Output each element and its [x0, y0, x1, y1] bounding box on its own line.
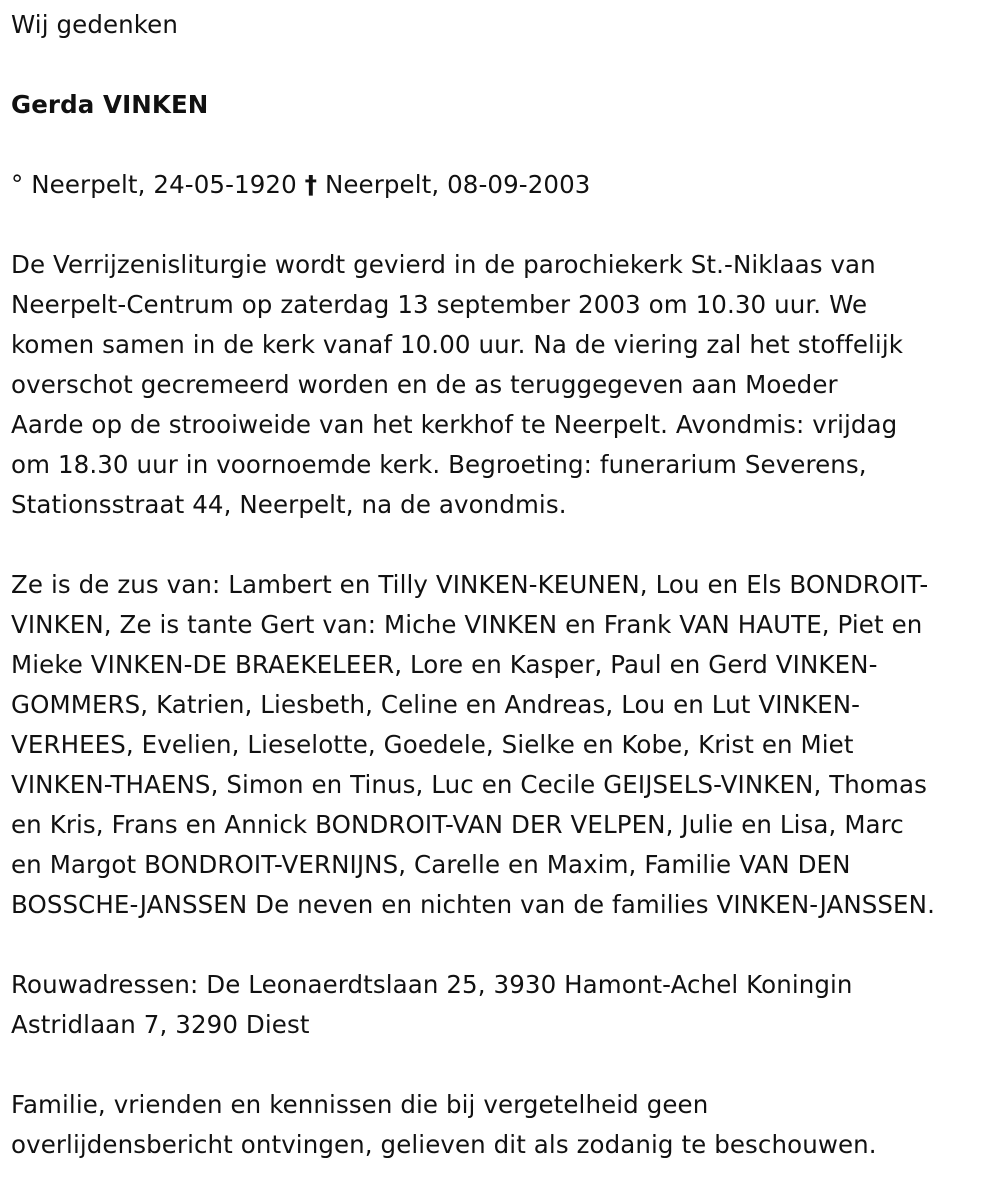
address-line: Rouwadressen: De Leonaerdtslaan 25, 3930 Hamont-Achel Koningin: [11, 970, 853, 999]
spacer: [11, 525, 991, 565]
family-line: VERHEES, Evelien, Lieselotte, Goedele, Sielke en Kobe, Krist en Miet: [11, 730, 854, 759]
family-paragraph: [11, 565, 991, 925]
birth-symbol: °: [11, 170, 24, 199]
closing-line: overlijdensbericht ontvingen, gelieven dit als zodanig te beschouwen.: [11, 1130, 877, 1159]
spacer: [11, 125, 991, 165]
service-line: Neerpelt-Centrum op zaterdag 13 september 2003 om 10.30 uur. We: [11, 290, 868, 319]
death-place-date: Neerpelt, 08-09-2003: [324, 170, 591, 199]
family-line: BOSSCHE-JANSSEN De neven en nichten van de families VINKEN-JANSSEN.: [11, 890, 935, 919]
service-line: De Verrijzenisliturgie wordt gevierd in de parochiekerk St.-Niklaas van: [11, 250, 876, 279]
spacer: [11, 205, 991, 245]
obituary-notice: [11, 5, 991, 1165]
spacer: [11, 45, 991, 85]
service-line: overschot gecremeerd worden en de as teruggegeven aan Moeder: [11, 370, 838, 399]
family-line: en Kris, Frans en Annick BONDROIT-VAN DER VELPEN, Julie en Lisa, Marc: [11, 810, 904, 839]
life-dates: [11, 165, 991, 205]
family-line: GOMMERS, Katrien, Liesbeth, Celine en Andreas, Lou en Lut VINKEN-: [11, 690, 861, 719]
family-line: VINKEN-THAENS, Simon en Tinus, Luc en Cecile GEIJSELS-VINKEN, Thomas: [11, 770, 927, 799]
family-line: VINKEN, Ze is tante Gert van: Miche VINKEN en Frank VAN HAUTE, Piet en: [11, 610, 923, 639]
address-line: Astridlaan 7, 3290 Diest: [11, 1010, 310, 1039]
family-line: en Margot BONDROIT-VERNIJNS, Carelle en Maxim, Familie VAN DEN: [11, 850, 851, 879]
closing-line: Familie, vrienden en kennissen die bij vergetelheid geen: [11, 1090, 709, 1119]
family-line: Ze is de zus van: Lambert en Tilly VINKEN-KEUNEN, Lou en Els BONDROIT-: [11, 570, 929, 599]
service-line: om 18.30 uur in voornoemde kerk. Begroeting: funerarium Severens,: [11, 450, 867, 479]
spacer: [11, 1045, 991, 1085]
service-paragraph: [11, 245, 991, 525]
deceased-name: Gerda VINKEN: [11, 90, 209, 119]
cross-icon: †: [304, 170, 318, 199]
birth-place-date: Neerpelt, 24-05-1920: [31, 170, 297, 199]
closing-paragraph: [11, 1085, 991, 1165]
service-line: komen samen in de kerk vanaf 10.00 uur. Na de viering zal het stoffelijk: [11, 330, 904, 359]
family-line: Mieke VINKEN-DE BRAEKELEER, Lore en Kasper, Paul en Gerd VINKEN-: [11, 650, 878, 679]
notice-heading: Wij gedenken: [11, 10, 178, 39]
spacer: [11, 925, 991, 965]
service-line: Stationsstraat 44, Neerpelt, na de avondmis.: [11, 490, 567, 519]
addresses-paragraph: [11, 965, 991, 1045]
service-line: Aarde op de strooiweide van het kerkhof te Neerpelt. Avondmis: vrijdag: [11, 410, 898, 439]
